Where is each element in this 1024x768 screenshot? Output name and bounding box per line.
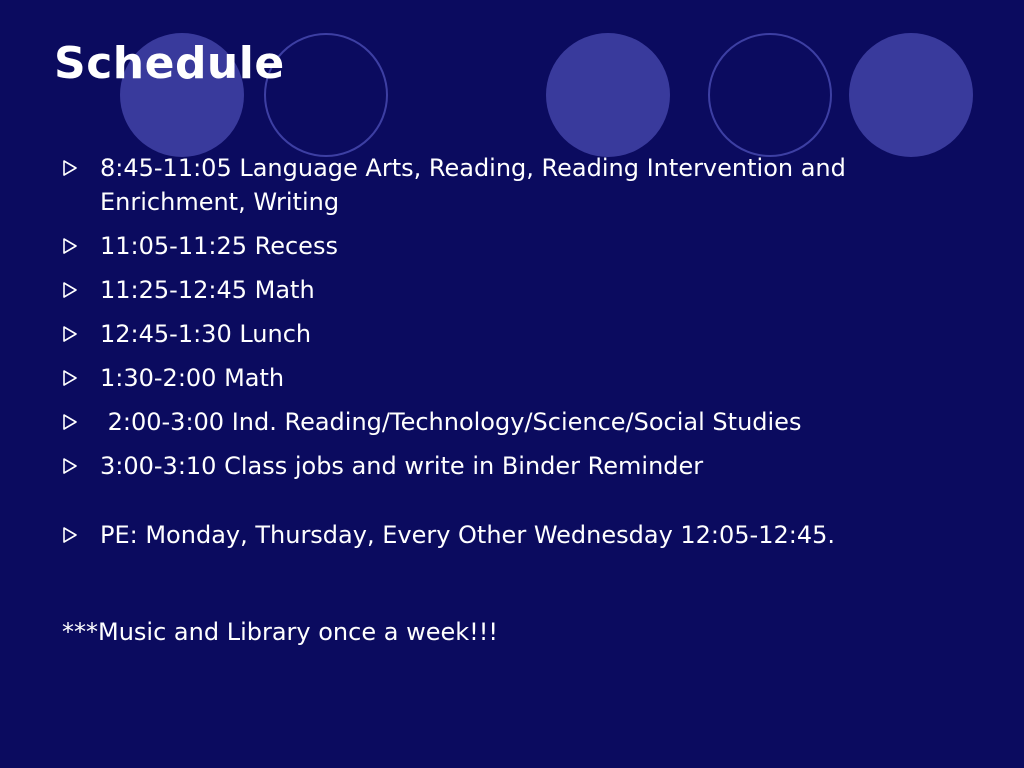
schedule-item-text: 11:25-12:45 Math: [100, 276, 315, 304]
arrow-bullet-icon: [62, 405, 82, 439]
schedule-item-text: 2:00-3:00 Ind. Reading/Technology/Science/Social Studies: [100, 408, 802, 436]
schedule-item-text: 11:05-11:25 Recess: [100, 232, 338, 260]
slide-title: Schedule: [54, 38, 285, 89]
schedule-item: [62, 317, 962, 351]
arrow-bullet-icon: [62, 317, 82, 351]
schedule-list: [62, 151, 962, 562]
footnote: ***Music and Library once a week!!!: [62, 618, 498, 646]
decorative-circle-outline: [708, 33, 832, 157]
schedule-item-text: 1:30-2:00 Math: [100, 364, 285, 392]
schedule-item: [62, 273, 962, 307]
schedule-item-text: 12:45-1:30 Lunch: [100, 320, 312, 348]
schedule-item: [62, 151, 962, 219]
arrow-bullet-icon: [62, 518, 82, 552]
schedule-item: [62, 361, 962, 395]
schedule-item-text: 8:45-11:05 Language Arts, Reading, Reading Intervention and Enrichment, Writing: [100, 154, 846, 216]
schedule-item-pe: [62, 518, 962, 552]
schedule-item-text: 3:00-3:10 Class jobs and write in Binder Reminder: [100, 452, 704, 480]
schedule-item-text: PE: Monday, Thursday, Every Other Wednesday 12:05-12:45.: [100, 521, 836, 549]
arrow-bullet-icon: [62, 229, 82, 263]
decorative-circle-filled: [546, 33, 670, 157]
schedule-item: [62, 449, 962, 483]
arrow-bullet-icon: [62, 151, 82, 185]
schedule-item: [62, 229, 962, 263]
schedule-item: [62, 405, 962, 439]
arrow-bullet-icon: [62, 449, 82, 483]
decorative-circle-filled: [849, 33, 973, 157]
arrow-bullet-icon: [62, 273, 82, 307]
arrow-bullet-icon: [62, 361, 82, 395]
